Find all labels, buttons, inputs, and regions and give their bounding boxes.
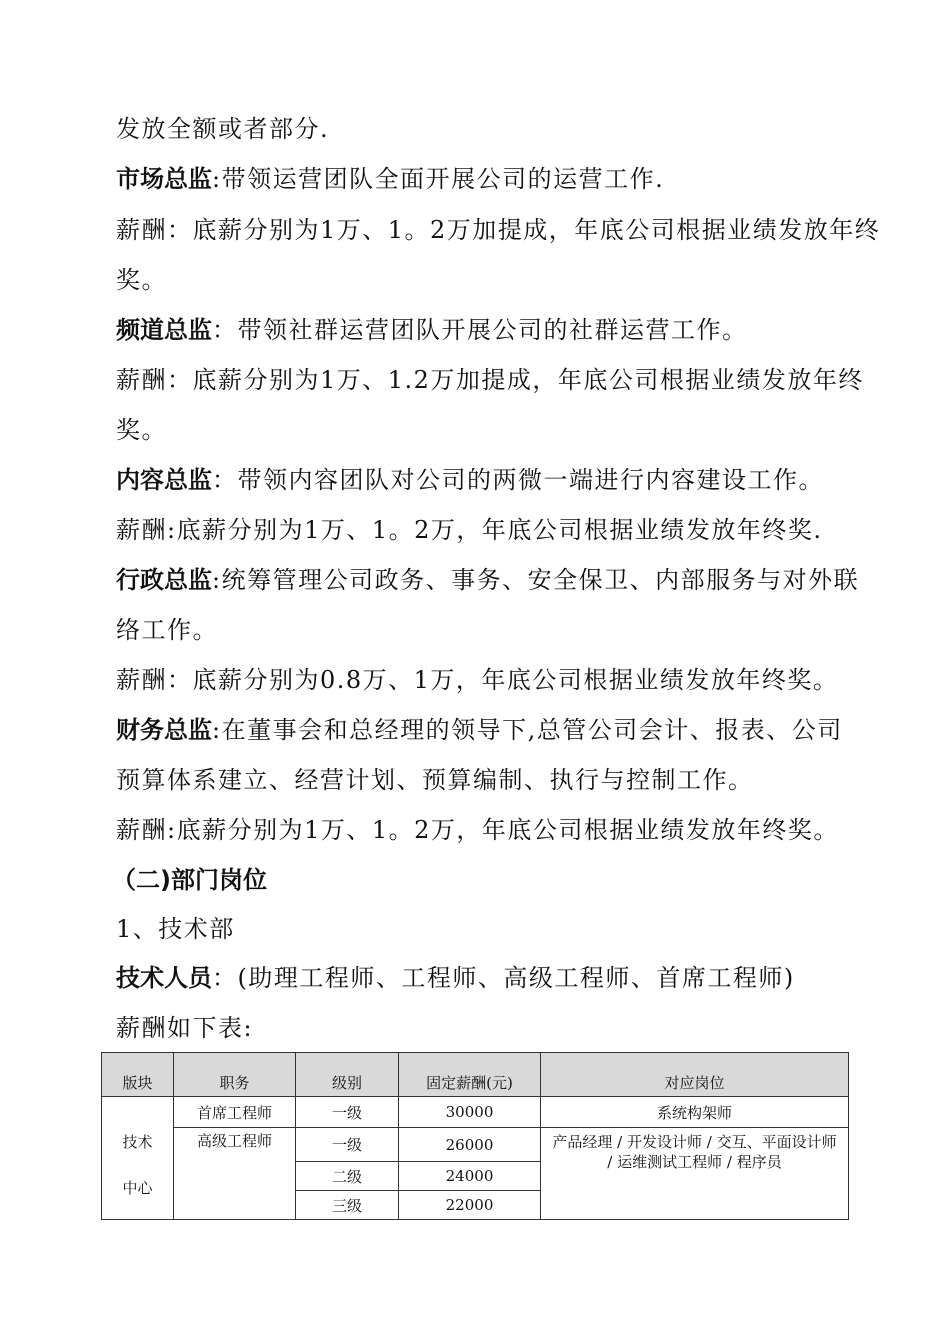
role-title: 市场总监 <box>116 165 212 193</box>
tech-staff-line: 技术人员：(助理工程师、工程师、高级工程师、首席工程师) <box>116 964 795 992</box>
paragraph-line: 频道总监：带领社群运营团队开展公司的社群运营工作。 <box>116 316 748 344</box>
block-label: 技术 <box>122 1133 153 1151</box>
paragraph-line: 发放全额或者部分. <box>116 115 330 143</box>
posts-cell: 产品经理 / 开发设计师 / 交互、平面设计师 / 运维测试工程师 / 程序员 <box>541 1128 849 1220</box>
paragraph-line: 薪酬：底薪分别为0.8万、1万，年底公司根据业绩发放年终奖。 <box>116 666 839 694</box>
header-posts: 对应岗位 <box>541 1053 849 1097</box>
level-cell: 二级 <box>296 1162 399 1191</box>
header-block: 版块 <box>102 1053 174 1097</box>
salary-cell: 26000 <box>399 1128 541 1162</box>
header-level: 级别 <box>296 1053 399 1097</box>
paragraph-line: 奖。 <box>116 266 167 294</box>
paragraph-line: 薪酬：底薪分别为1万、1.2万加提成，年底公司根据业绩发放年终 <box>116 366 864 394</box>
paragraph-line: 薪酬：底薪分别为1万、1。2万加提成，年底公司根据业绩发放年终 <box>116 216 881 244</box>
paragraph-line: 预算体系建立、经营计划、预算编制、执行与控制工作。 <box>116 766 754 794</box>
role-title: 内容总监 <box>116 466 212 494</box>
paragraph-line: 市场总监:带领运营团队全面开展公司的运营工作. <box>116 165 665 193</box>
role-title: 财务总监 <box>116 716 212 744</box>
role-title: 行政总监 <box>116 566 212 594</box>
header-position: 职务 <box>174 1053 296 1097</box>
level-cell: 一级 <box>296 1128 399 1162</box>
paragraph-line: 络工作。 <box>116 616 218 644</box>
level-cell: 三级 <box>296 1191 399 1220</box>
subsection-heading: 1、技术部 <box>116 915 235 943</box>
table-intro: 薪酬如下表: <box>116 1014 254 1042</box>
block-cell <box>102 1097 174 1220</box>
table-row <box>102 1097 849 1128</box>
salary-table <box>101 1052 849 1220</box>
header-fixed-salary: 固定薪酬(元) <box>399 1053 541 1097</box>
paragraph-line: 内容总监：带领内容团队对公司的两微一端进行内容建设工作。 <box>116 466 824 494</box>
position-cell: 高级工程师 <box>174 1128 296 1220</box>
paragraph-line: 薪酬:底薪分别为1万、1。2万，年底公司根据业绩发放年终奖. <box>116 516 823 544</box>
paragraph-line: 薪酬:底薪分别为1万、1。2万，年底公司根据业绩发放年终奖。 <box>116 816 839 844</box>
paragraph-line: 奖。 <box>116 416 167 444</box>
salary-cell: 24000 <box>399 1162 541 1191</box>
block-label: 中心 <box>122 1179 153 1197</box>
role-title: 技术人员 <box>116 964 212 992</box>
paragraph-line: 行政总监:统筹管理公司政务、事务、安全保卫、内部服务与对外联 <box>116 566 860 594</box>
table-row <box>102 1128 849 1162</box>
paragraph-line: 财务总监:在董事会和总经理的领导下,总管公司会计、报表、公司 <box>116 716 843 744</box>
salary-cell: 30000 <box>399 1097 541 1128</box>
position-cell: 首席工程师 <box>174 1097 296 1128</box>
salary-cell: 22000 <box>399 1191 541 1220</box>
section-heading: （二)部门岗位 <box>112 866 267 894</box>
table-header-row <box>102 1053 849 1097</box>
posts-cell: 系统构架师 <box>541 1097 849 1128</box>
role-title: 频道总监 <box>116 316 212 344</box>
level-cell: 一级 <box>296 1097 399 1128</box>
